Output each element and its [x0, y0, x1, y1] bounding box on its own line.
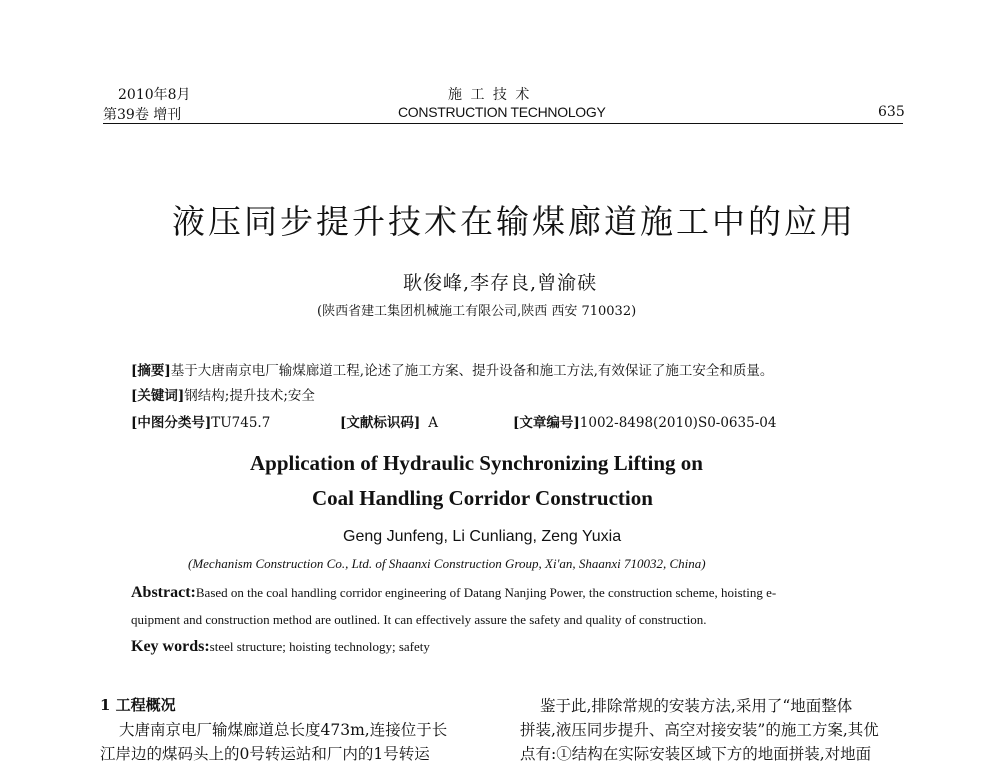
- keywords-cn-text: 钢结构;提升技术;安全: [184, 388, 315, 404]
- section-heading: 1 工程概况: [100, 696, 176, 714]
- abstract-cn-text: 基于大唐南京电厂输煤廊道工程,论述了施工方案、提升设备和施工方法,有效保证了施工安全和质量。: [170, 363, 774, 379]
- paper-title-en-line2: Coal Handling Corridor Construction: [312, 486, 653, 510]
- paper-title-en-line1: Application of Hydraulic Synchronizing Lifting on: [250, 451, 703, 475]
- body-right-line2: 拼装,液压同步提升、高空对接安装”的施工方案,其优: [520, 721, 879, 739]
- header-volume: 第39卷 增刊: [103, 107, 182, 123]
- doc-code-value: A: [428, 415, 439, 431]
- header-date: 2010年8月: [118, 87, 191, 103]
- doc-code: [340, 411, 438, 431]
- clc-number: [131, 411, 270, 431]
- authors-en: Geng Junfeng, Li Cunliang, Zeng Yuxia: [343, 528, 622, 545]
- keywords-cn-label: [关键词]: [131, 388, 185, 404]
- body-right-line1: 鉴于此,排除常规的安装方法,采用了“地面整体: [540, 697, 853, 715]
- clc-value: TU745.7: [211, 415, 271, 431]
- keywords-en-text: steel structure; hoisting technology; safety: [209, 639, 430, 654]
- journal-title-cn: 施 工 技 术: [448, 87, 532, 103]
- body-right-line3: 点有:①结构在实际安装区域下方的地面拼装,对地面: [520, 745, 872, 763]
- page-number: 635: [878, 104, 905, 120]
- body-left-line1: 大唐南京电厂输煤廊道总长度473m,连接位于长: [119, 721, 448, 739]
- keywords-en-label: Key words:: [131, 638, 210, 655]
- affiliation-cn: (陕西省建工集团机械施工有限公司,陕西 西安 710032): [317, 304, 637, 319]
- paper-title-cn: 液压同步提升技术在输煤廊道施工中的应用: [172, 202, 856, 241]
- article-number: [513, 411, 776, 431]
- abstract-en-line1: [131, 582, 776, 602]
- abstract-cn-label: [摘要]: [131, 363, 171, 379]
- abstract-en-text1: Based on the coal handling corridor engineering of Datang Nanjing Power, the construction scheme, hoisting e-: [195, 585, 777, 600]
- abstract-en-label: Abstract:: [131, 584, 196, 601]
- doc-code-label: [文献标识码]: [340, 415, 421, 431]
- keywords-en: [131, 636, 430, 656]
- article-number-label: [文章编号]: [513, 415, 580, 431]
- journal-title-en: CONSTRUCTION TECHNOLOGY: [398, 104, 606, 120]
- affiliation-en: (Mechanism Construction Co., Ltd. of Shaanxi Construction Group, Xi'an, Shaanxi 710032, China): [188, 556, 706, 571]
- article-number-value: 1002-8498(2010)S0-0635-04: [579, 415, 777, 431]
- abstract-en-line2: quipment and construction method are outlined. It can effectively assure the safety and quality of construction.: [131, 612, 707, 627]
- clc-label: [中图分类号]: [131, 415, 212, 431]
- abstract-cn: [131, 359, 773, 379]
- header-rule: [103, 123, 903, 124]
- authors-cn: 耿俊峰,李存良,曾渝硖: [403, 272, 598, 294]
- keywords-cn: [131, 384, 315, 404]
- body-left-line2: 江岸边的煤码头上的0号转运站和厂内的1号转运: [100, 745, 430, 763]
